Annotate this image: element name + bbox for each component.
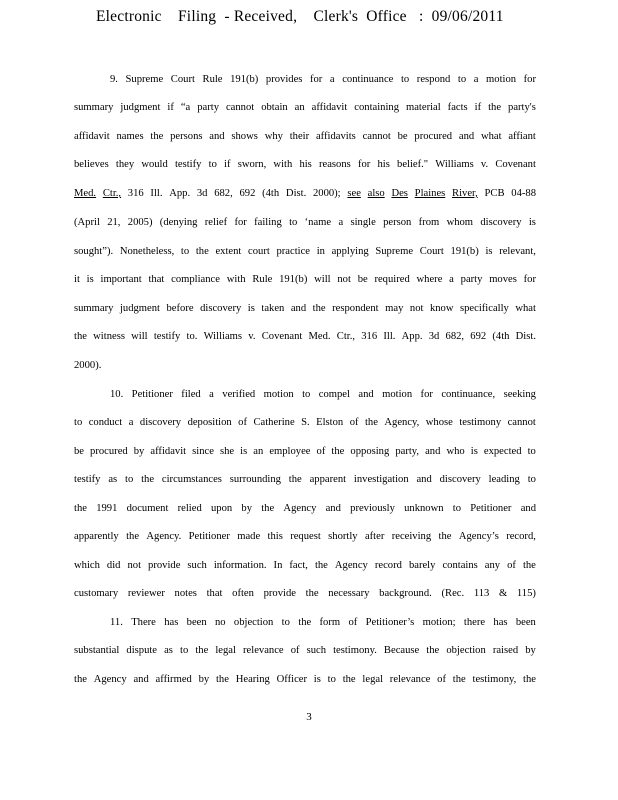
text-line: apparently the Agency. Petitioner made this request shortly after receiving the Agency’s record, xyxy=(74,531,536,542)
text-line: be procured by affidavit since she is an employee of the opposing party, and who is expected to xyxy=(74,446,536,457)
text-line: 11. There has been no objection to the form of Petitioner’s motion; there has been xyxy=(110,617,536,628)
text-line: the witness will testify to. Williams v. Covenant Med. Ctr., 316 Ill. App. 3d 682, 692 (4th Dist. xyxy=(74,331,536,342)
page-number: 3 xyxy=(306,711,312,723)
text-line: 10. Petitioner filed a verified motion to compel and motion for continuance, seeking xyxy=(110,389,536,400)
text-line: to conduct a discovery deposition of Catherine S. Elston of the Agency, whose testimony cannot xyxy=(74,417,536,428)
electronic-filing-stamp: Electronic Filing - Received, Clerk's Office : 09/06/2011 xyxy=(96,8,504,25)
text-line: sought”). Nonetheless, to the extent court practice in applying Supreme Court 191(b) is relevant, xyxy=(74,246,536,257)
text-line: believes they would testify to if sworn, with his reasons for his belief." Williams v. Covenant xyxy=(74,159,536,170)
text-line: summary judgment before discovery is taken and the respondent may not know specifically what xyxy=(74,303,536,314)
text-line: customary reviewer notes that often provide the necessary background. (Rec. 113 & 115) xyxy=(74,588,536,599)
text-line: it is important that compliance with Rule 191(b) will not be required where a party moves for xyxy=(74,274,536,285)
text-line: testify as to the circumstances surrounding the apparent investigation and discovery leading to xyxy=(74,474,536,485)
text-line: Med. Ctr., 316 Ill. App. 3d 682, 692 (4th Dist. 2000); see also Des Plaines River, PCB 04-88 xyxy=(74,188,536,199)
text-line: the 1991 document relied upon by the Agency and previously unknown to Petitioner and xyxy=(74,503,536,514)
text-line: 2000). xyxy=(74,360,102,371)
text-line: substantial dispute as to the legal relevance of such testimony. Because the objection raised by xyxy=(74,645,536,656)
text-line: summary judgment if “a party cannot obtain an affidavit containing material facts if the party's xyxy=(74,102,536,113)
text-line: which did not provide such information. In fact, the Agency record barely contains any of the xyxy=(74,560,536,571)
text-line: the Agency and affirmed by the Hearing Officer is to the legal relevance of the testimony, the xyxy=(74,674,536,685)
text-line: affidavit names the persons and shows why their affidavits cannot be procured and what affiant xyxy=(74,131,536,142)
text-line: (April 21, 2005) (denying relief for failing to ‘name a single person from whom discovery is xyxy=(74,217,536,228)
text-line: 9. Supreme Court Rule 191(b) provides for a continuance to respond to a motion for xyxy=(110,74,536,85)
